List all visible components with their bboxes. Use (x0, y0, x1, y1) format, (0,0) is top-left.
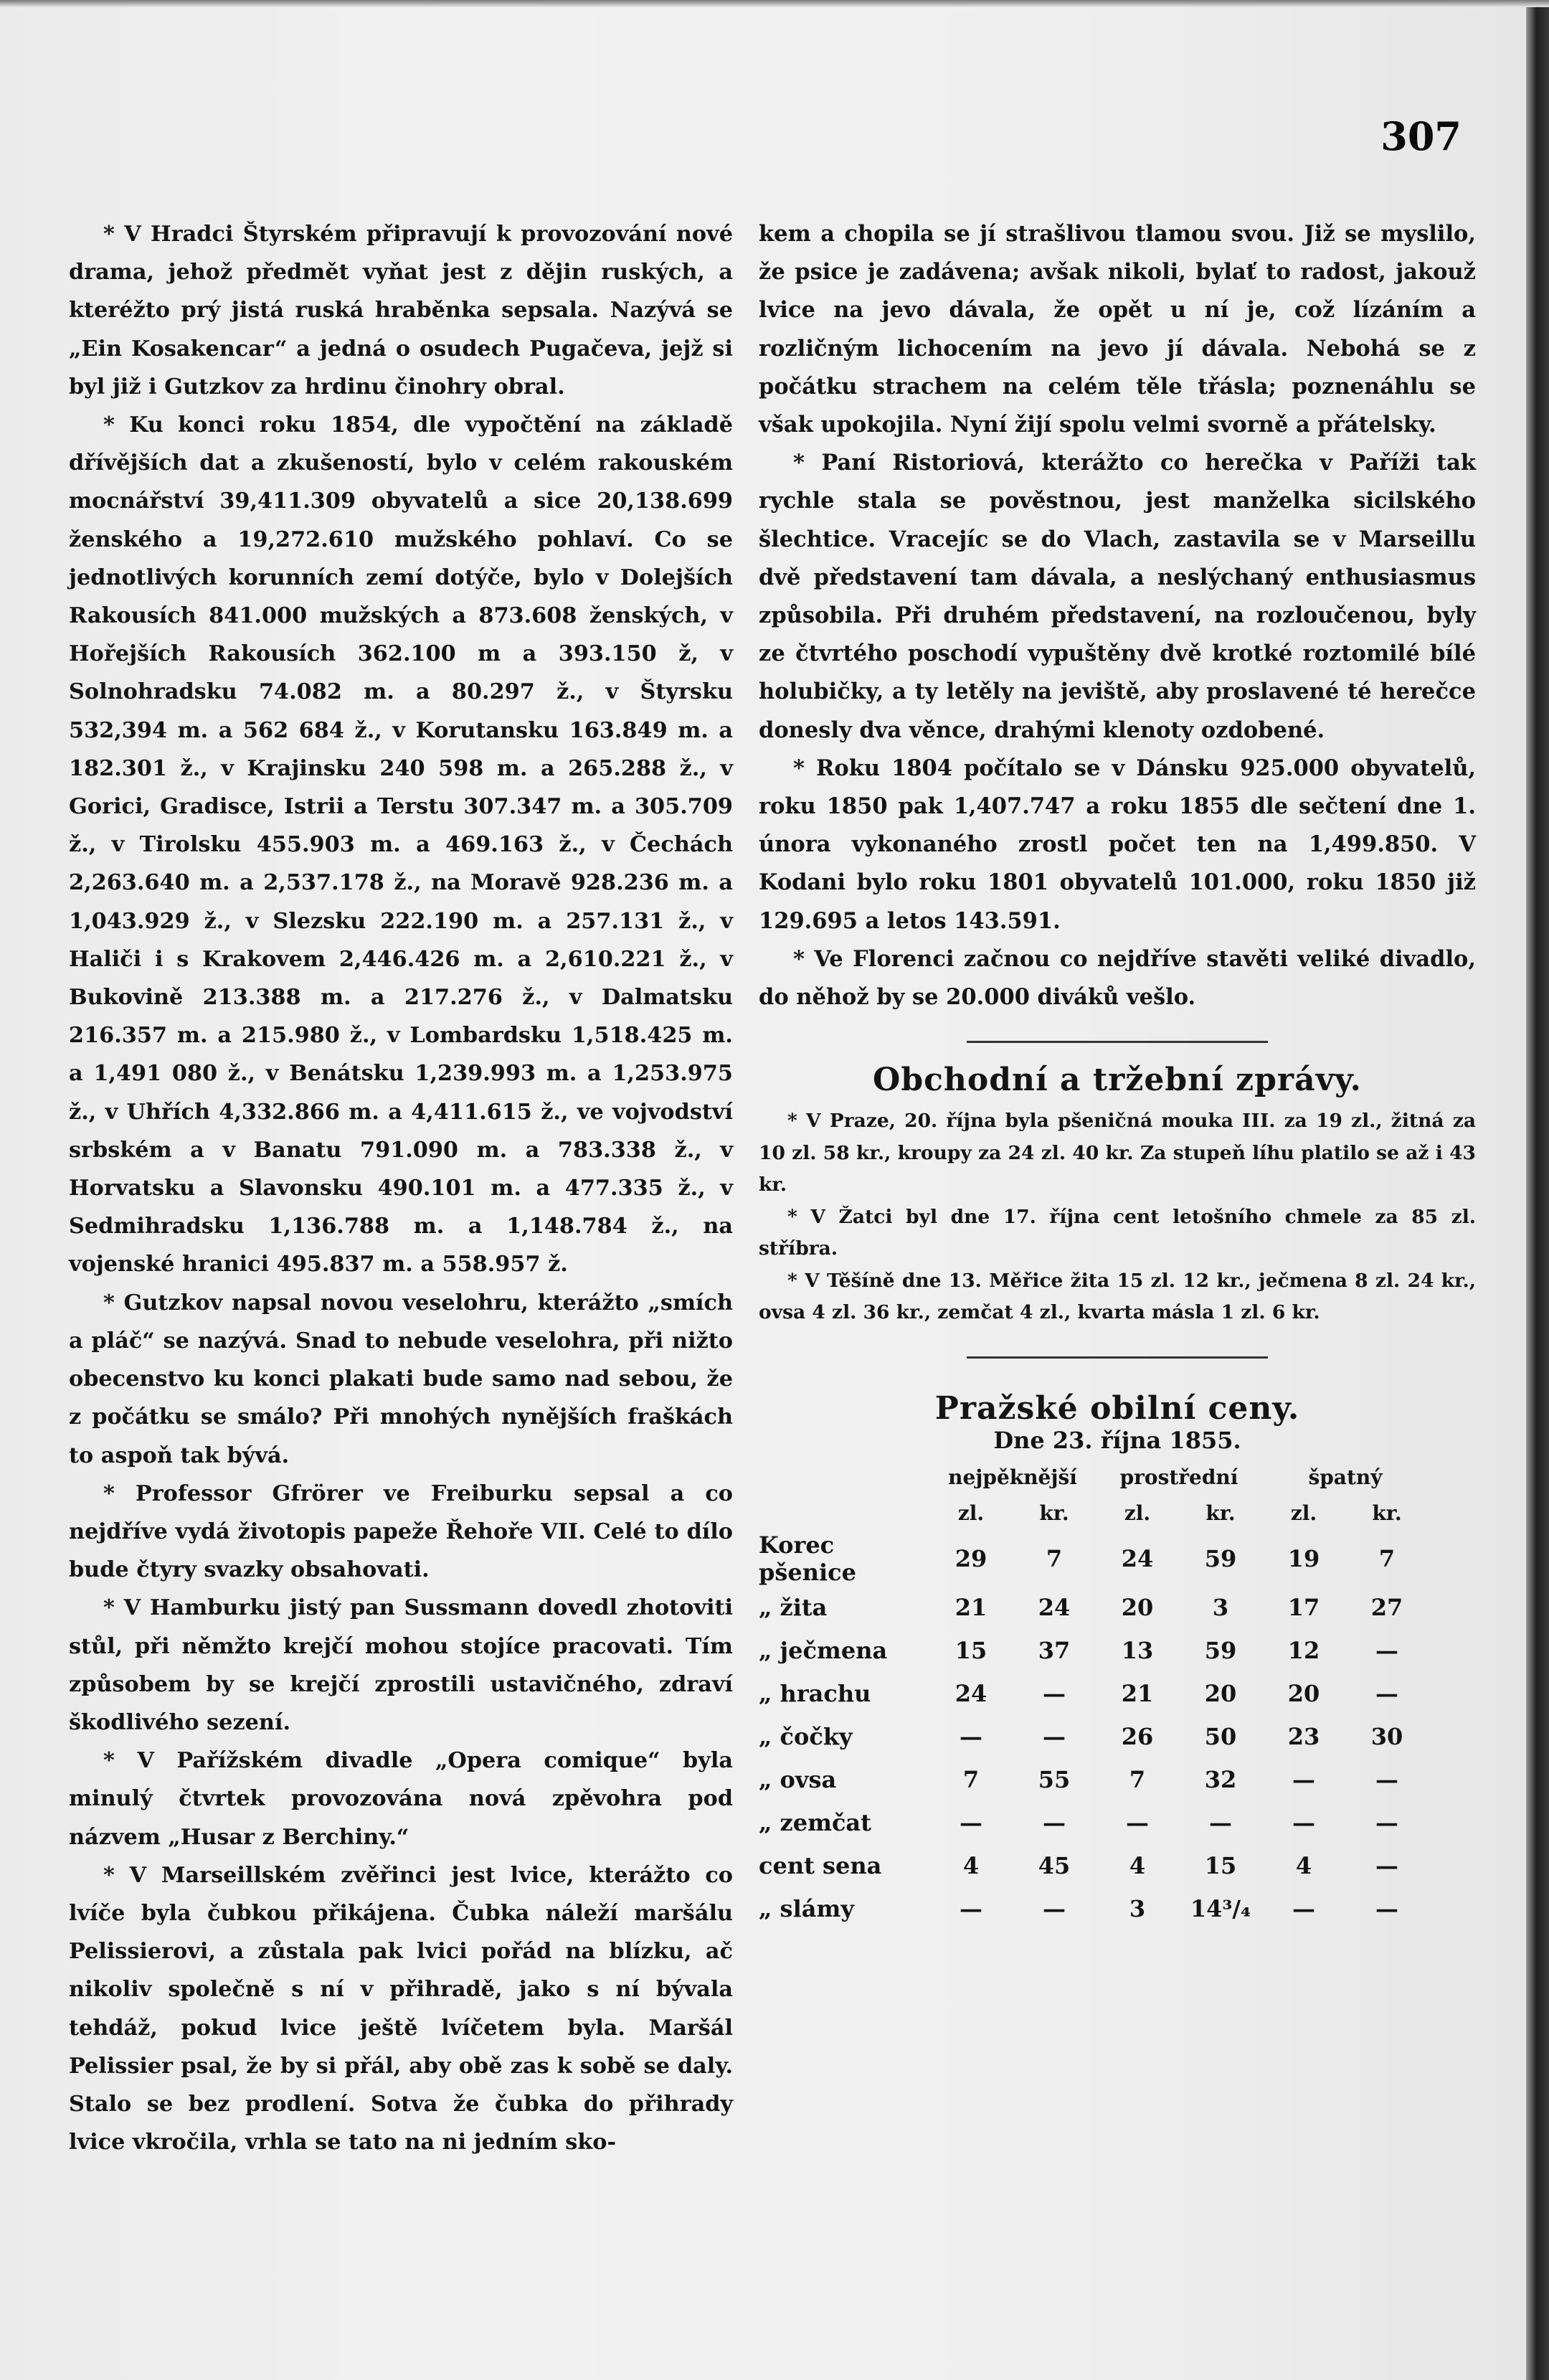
price-cell: 21 (1121, 1679, 1154, 1707)
article-paragraph: * Paní Ristoriová, kterážto co herečka v Paříži tak rychle stala se pověstnou, jest manželka sicilského šlechtice. Vracejíc se do Vlach, zastavila se v Marseillu dvě představení tam dávala, a neslýchaný enthusiasmus způsobila. Při druhém představení, na rozloučenou, byly ze čtvrtého poschodí vypuštěny dvě krotké roztomilé bílé holubičky, a ty letěly na jeviště, aby proslavené té herečce donesly dva věnce, drahými klenoty ozdobené. (759, 450, 1476, 743)
price-cell: 59 (1204, 1544, 1237, 1572)
page-top-edge (0, 0, 1549, 7)
table-row (759, 1672, 1429, 1715)
price-cell: 14³/₄ (1190, 1894, 1251, 1922)
article-paragraph: * Roku 1804 počítalo se v Dánsku 925.000 obyvatelů, roku 1850 pak 1,407.747 a roku 1855 dle sečtení dne 1. února vykonaného zrostl počet ten na 1,499.850. V Kodani bylo roku 1801 obyvatelů 101.000, roku 1850 již 129.695 a letos 143.591. (759, 755, 1476, 934)
price-cell: 15 (1204, 1851, 1237, 1879)
row-label: cent sena (759, 1851, 882, 1879)
trade-news-section (759, 1062, 1476, 1329)
price-cell: 50 (1204, 1722, 1237, 1750)
price-cell: 21 (954, 1593, 987, 1621)
price-cell: — (1375, 1894, 1398, 1922)
price-cell: — (960, 1722, 982, 1750)
article-paragraph: * Ku konci roku 1854, dle vypočtění na základě dřívějších dat a zkušeností, bylo v celém rakouském mocnářství 39,411.309 obyvatelů a sice 20,138.699 ženského a 19,272.610 mužského pohlaví. Co se jednotlivých korunních zemí dotýče, bylo v Dolejších Rakousích 841.000 mužských a 873.608 ženských, v Hořejších Rakousích 362.100 m a 393.150 ž, v Solnohradsku 74.082 m. a 80.297 ž., v Štyrsku 532,394 m. a 562 684 ž., v Korutansku 163.849 m. a 182.301 ž., v Krajinsku 240 598 m. a 265.288 ž., v Gorici, Gradisce, Istrii a Terstu 307.347 m. a 305.709 ž., v Tirolsku 455.903 m. a 469.163 ž., v Čechách 2,263.640 m. a 2,537.178 ž., na Moravě 928.236 m. a 1,043.929 ž., v Slezsku 222.190 m. a 257.131 ž., v Haliči i s Krakovem 2,446.426 m. a 2,610.221 ž., v Bukovině 213.388 m. a 217.276 ž., v Dalmatsku 216.357 m. a 215.980 ž., v Lombardsku 1,518.425 m. a 1,491 080 ž., v Benátsku 1,239.993 m. a 1,253.975 ž., v Uhřích 4,332.866 m. a 4,411.615 ž., ve vojvodství srbském a v Banatu 791.090 m. a 783.338 ž., v Horvatsku a Slavonsku 490.101 m. a 477.335 ž., v Sedmihradsku 1,136.788 m. a 1,148.784 ž., na vojenské hranici 495.837 m. a 558.957 ž. (69, 412, 733, 1278)
article-paragraph: * V Marseillském zvěřinci jest lvice, kterážto co lvíče byla čubkou přikájena. Čubka náleží maršálu Pelissierovi, a zůstala pak lvici pořád na blízku, ač nikoliv společně s ní v přihradě, jako s ní bývala tehdáž, pokud lvice ještě lvíčetem byla. Maršál Pelissier psal, že by si přál, aby obě zas k sobě se daly. Stalo se bez prodlení. Sotva že čubka do přihrady lvice vkročila, vrhla se tato na ni jedním sko- (69, 1862, 733, 2155)
article-paragraph: * Gutzkov napsal novou veselohru, kterážto „smích a pláč“ se nazývá. Snad to nebude veselohra, při nižto obecenstvo ku konci plakati bude samo nad sebou, že z počátku se smálo? Při mnohých nynějších fraškách to aspoň tak bývá. (69, 1290, 733, 1468)
price-cell: — (1043, 1894, 1066, 1922)
price-cell: 20 (1121, 1593, 1154, 1621)
price-date: Dne 23. října 1855. (993, 1426, 1241, 1454)
unit-header: zl. (1124, 1501, 1151, 1526)
price-cell: 7 (962, 1765, 980, 1793)
row-label: „ ječmena (759, 1636, 888, 1664)
price-cell: — (1126, 1808, 1149, 1836)
unit-header: kr. (1205, 1501, 1236, 1526)
article-paragraph: kem a chopila se jí strašlivou tlamou svou. Již se myslilo, že psice je zadávena; avšak nikoli, bylať to radost, jakouž lvice na jevo dávala, že opět u ní je, což lízáním a rozličným lichocením na jevo jí dávala. Nebohá se z počátku strachem na celém těle třásla; poznenáhlu se však upokojila. Nyní žijí spolu velmi svorně a přátelsky. (759, 221, 1476, 438)
price-cell: 29 (954, 1544, 987, 1572)
article-paragraph: * V Hradci Štyrském připravují k provozování nové drama, jehož předmět vyňat jest z dějin ruských, a kteréžto prý jistá ruská hraběnka sepsala. Nazývá se „Ein Kosakencar“ a jedná o osudech Pugačeva, jejž si byl již i Gutzkov za hrdinu činohry obral. (69, 222, 733, 400)
article-paragraph: * V Hamburku jistý pan Sussmann dovedl zhotoviti stůl, při němžto krejčí mohou stojíce pracovati. Tím způsobem by se krejčí zprostili ustavičného, zdraví škodlivého sezení. (69, 1595, 733, 1735)
price-cell: — (1375, 1851, 1398, 1879)
right-column (759, 215, 1476, 1930)
price-cell: 24 (1121, 1544, 1154, 1572)
table-row (759, 1586, 1429, 1629)
price-cell: — (1292, 1808, 1315, 1836)
price-cell: 20 (1287, 1679, 1320, 1707)
unit-header: kr. (1372, 1501, 1402, 1526)
unit-header: zl. (957, 1501, 985, 1526)
grain-prices-section (759, 1390, 1476, 1930)
row-label: „ žita (759, 1593, 828, 1621)
row-label: Korec pšenice (759, 1531, 857, 1586)
page-edge (1526, 0, 1549, 2380)
table-row (759, 1758, 1429, 1801)
section-title: Pražské obilní ceny. (934, 1389, 1300, 1427)
table-row (759, 1801, 1429, 1844)
price-cell: 45 (1038, 1851, 1071, 1879)
quality-header-row (759, 1460, 1429, 1496)
price-cell: — (1375, 1765, 1398, 1793)
price-cell: 4 (1295, 1851, 1312, 1879)
price-cell: 7 (1378, 1544, 1396, 1572)
table-row (759, 1887, 1429, 1930)
table-row (759, 1715, 1429, 1758)
price-cell: 4 (962, 1851, 980, 1879)
unit-header: zl. (1290, 1501, 1317, 1526)
price-cell: — (960, 1894, 982, 1922)
price-cell: — (1375, 1679, 1398, 1707)
price-cell: 20 (1204, 1679, 1237, 1707)
article-paragraph: * Professor Gfrörer ve Freiburku sepsal a co nejdříve vydá životopis papeže Řehoře VII. Celé to dílo bude čtyry svazky obsahovati. (69, 1481, 733, 1583)
table-row (759, 1844, 1429, 1887)
left-column (69, 215, 733, 2161)
price-table (759, 1460, 1429, 1930)
price-cell: 27 (1370, 1593, 1403, 1621)
row-label: „ ovsa (759, 1765, 837, 1793)
price-cell: 3 (1129, 1894, 1146, 1922)
row-label: „ hrachu (759, 1679, 871, 1707)
price-cell: 24 (1038, 1593, 1071, 1621)
quality-header: prostřední (1119, 1465, 1238, 1490)
price-cell: — (1043, 1679, 1066, 1707)
price-cell: — (960, 1808, 982, 1836)
article-paragraph: * V Pařížském divadle „Opera comique“ byla minulý čtvrtek provozována nová zpěvohra pod názvem „Husar z Berchiny.“ (69, 1748, 733, 1850)
price-cell: 24 (954, 1679, 987, 1707)
price-cell: — (1043, 1722, 1066, 1750)
news-item: * V Praze, 20. října byla pšeničná mouka III. za 19 zl., žitná za 10 zl. 58 kr., kroupy za 24 zl. 40 kr. Za stupeň líhu platilo se až i 43 kr. (759, 1110, 1476, 1196)
price-cell: 13 (1121, 1636, 1154, 1664)
price-cell: — (1292, 1894, 1315, 1922)
row-label: „ zemčat (759, 1808, 871, 1836)
price-cell: 7 (1129, 1765, 1146, 1793)
price-cell: 12 (1287, 1636, 1320, 1664)
price-cell: — (1209, 1808, 1232, 1836)
unit-header-row (759, 1496, 1429, 1531)
price-cell: 4 (1129, 1851, 1146, 1879)
price-cell: — (1043, 1808, 1066, 1836)
row-label: „ čočky (759, 1722, 853, 1750)
section-title: Obchodní a tržební zprávy. (873, 1062, 1362, 1099)
quality-header: špatný (1308, 1465, 1383, 1490)
price-cell: 7 (1046, 1544, 1063, 1572)
price-cell: 26 (1121, 1722, 1154, 1750)
news-item: * V Žatci byl dne 17. října cent letošního chmele za 85 zl. stříbra. (759, 1205, 1476, 1260)
unit-header: kr. (1039, 1501, 1069, 1526)
price-cell: — (1375, 1636, 1398, 1664)
price-cell: 17 (1287, 1593, 1320, 1621)
price-cell: 59 (1204, 1636, 1237, 1664)
price-cell: 30 (1370, 1722, 1403, 1750)
row-label: „ slámy (759, 1894, 854, 1922)
price-cell: 15 (954, 1636, 987, 1664)
quality-header: nejpěknější (948, 1465, 1077, 1490)
price-cell: — (1292, 1765, 1315, 1793)
price-cell: — (1375, 1808, 1398, 1836)
price-cell: 55 (1038, 1765, 1071, 1793)
price-cell: 32 (1204, 1765, 1237, 1793)
price-cell: 19 (1287, 1544, 1320, 1572)
price-cell: 23 (1287, 1722, 1320, 1750)
table-row (759, 1629, 1429, 1672)
table-row (759, 1531, 1429, 1586)
news-item: * V Těšíně dne 13. Měřice žita 15 zl. 12 kr., ječmena 8 zl. 24 kr., ovsa 4 zl. 36 kr., zemčat 4 zl., kvarta másla 1 zl. 6 kr. (759, 1269, 1476, 1324)
article-paragraph: * Ve Florenci začnou co nejdříve stavěti veliké divadlo, do něhož by se 20.000 diváků vešlo. (759, 945, 1476, 1011)
price-cell: 3 (1212, 1593, 1229, 1621)
page-number: 307 (1380, 113, 1462, 159)
price-cell: 37 (1038, 1636, 1071, 1664)
